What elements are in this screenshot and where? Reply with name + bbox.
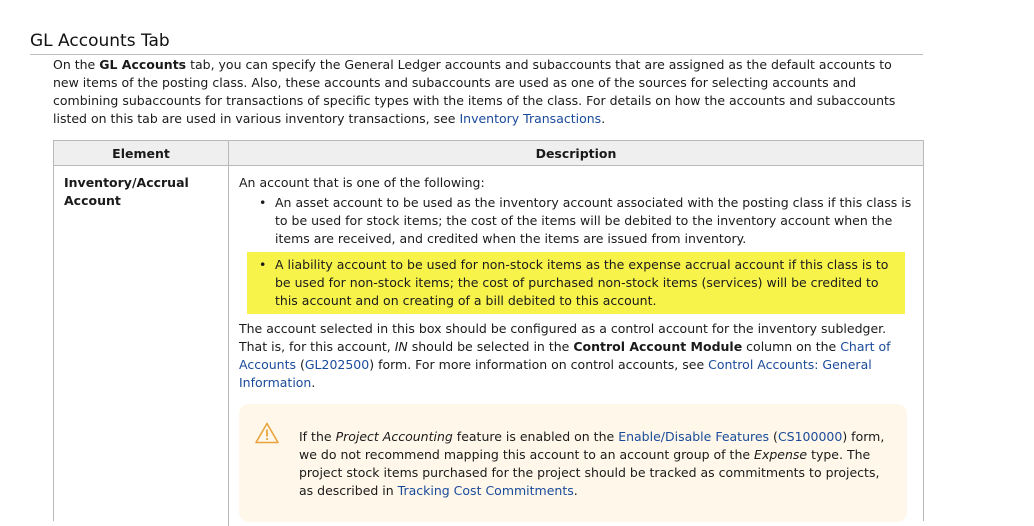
control-accounts-link[interactable]: Control Accounts: General Information <box>239 357 872 390</box>
table-row <box>54 166 923 526</box>
warning-note-text: If the Project Accounting feature is enabled on the Enable/Disable Features (CS100000) form, we do not recommend mapping this account to an account group of the Expense type. The project stock items purchased for the project should be tracked as commitments to projects, as described in Tracking Cost Commitments. <box>299 429 885 498</box>
enable-disable-features-link[interactable]: Enable/Disable Features <box>618 429 770 444</box>
chart-of-accounts-link[interactable]: Chart of Accounts <box>239 339 891 372</box>
cs100000-link[interactable]: CS100000 <box>777 429 843 444</box>
warning-note <box>239 404 907 522</box>
list-item-liability-account-highlighted: • A liability account to be used for non-stock items as the expense accrual account if this class is to be used for non-stock items; the cost of purchased non-stock items (services) will be credited to this account and on creating of a bill debited to this account. <box>247 252 905 314</box>
description-lead: An account that is one of the following: <box>239 175 485 190</box>
table-header <box>54 141 923 166</box>
page-title: GL Accounts Tab <box>30 31 923 55</box>
tracking-cost-commitments-link[interactable]: Tracking Cost Commitments <box>397 483 574 498</box>
column-header-element: Element <box>54 141 229 165</box>
intro-paragraph: On the GL Accounts tab, you can specify the General Ledger accounts and subaccounts that are assigned as the default accounts to new items of the posting class. Also, these accounts and subaccounts are used as one of the sources for selecting accounts and combining subaccounts for transactions of specific types with the items of the class. For details on how the accounts and subaccounts listed on this tab are used in various inventory transactions, see Inventory Transactions. <box>53 57 896 126</box>
column-header-description: Description <box>535 145 617 161</box>
list-item-asset-account: • An asset account to be used as the inventory account associated with the posting class if this class is to be used for stock items; the cost of the items will be debited to the inventory account when the items are received, and credited when the items are issued from inventory. <box>239 194 915 248</box>
control-account-paragraph: The account selected in this box should be configured as a control account for the inventory subledger. That is, for this account, IN should be selected in the Control Account Module column on the Chart of Accounts (GL202500) form. For more information on control accounts, see Control Accounts: General Information. <box>239 321 891 390</box>
description-cell <box>229 166 923 526</box>
account-options-list <box>239 194 915 314</box>
warning-icon <box>255 422 279 444</box>
inventory-transactions-link[interactable]: Inventory Transactions <box>459 111 602 126</box>
gl202500-link[interactable]: GL202500 <box>304 357 370 372</box>
element-cell: Inventory/Accrual Account <box>54 166 229 526</box>
gl-accounts-table <box>53 140 924 521</box>
